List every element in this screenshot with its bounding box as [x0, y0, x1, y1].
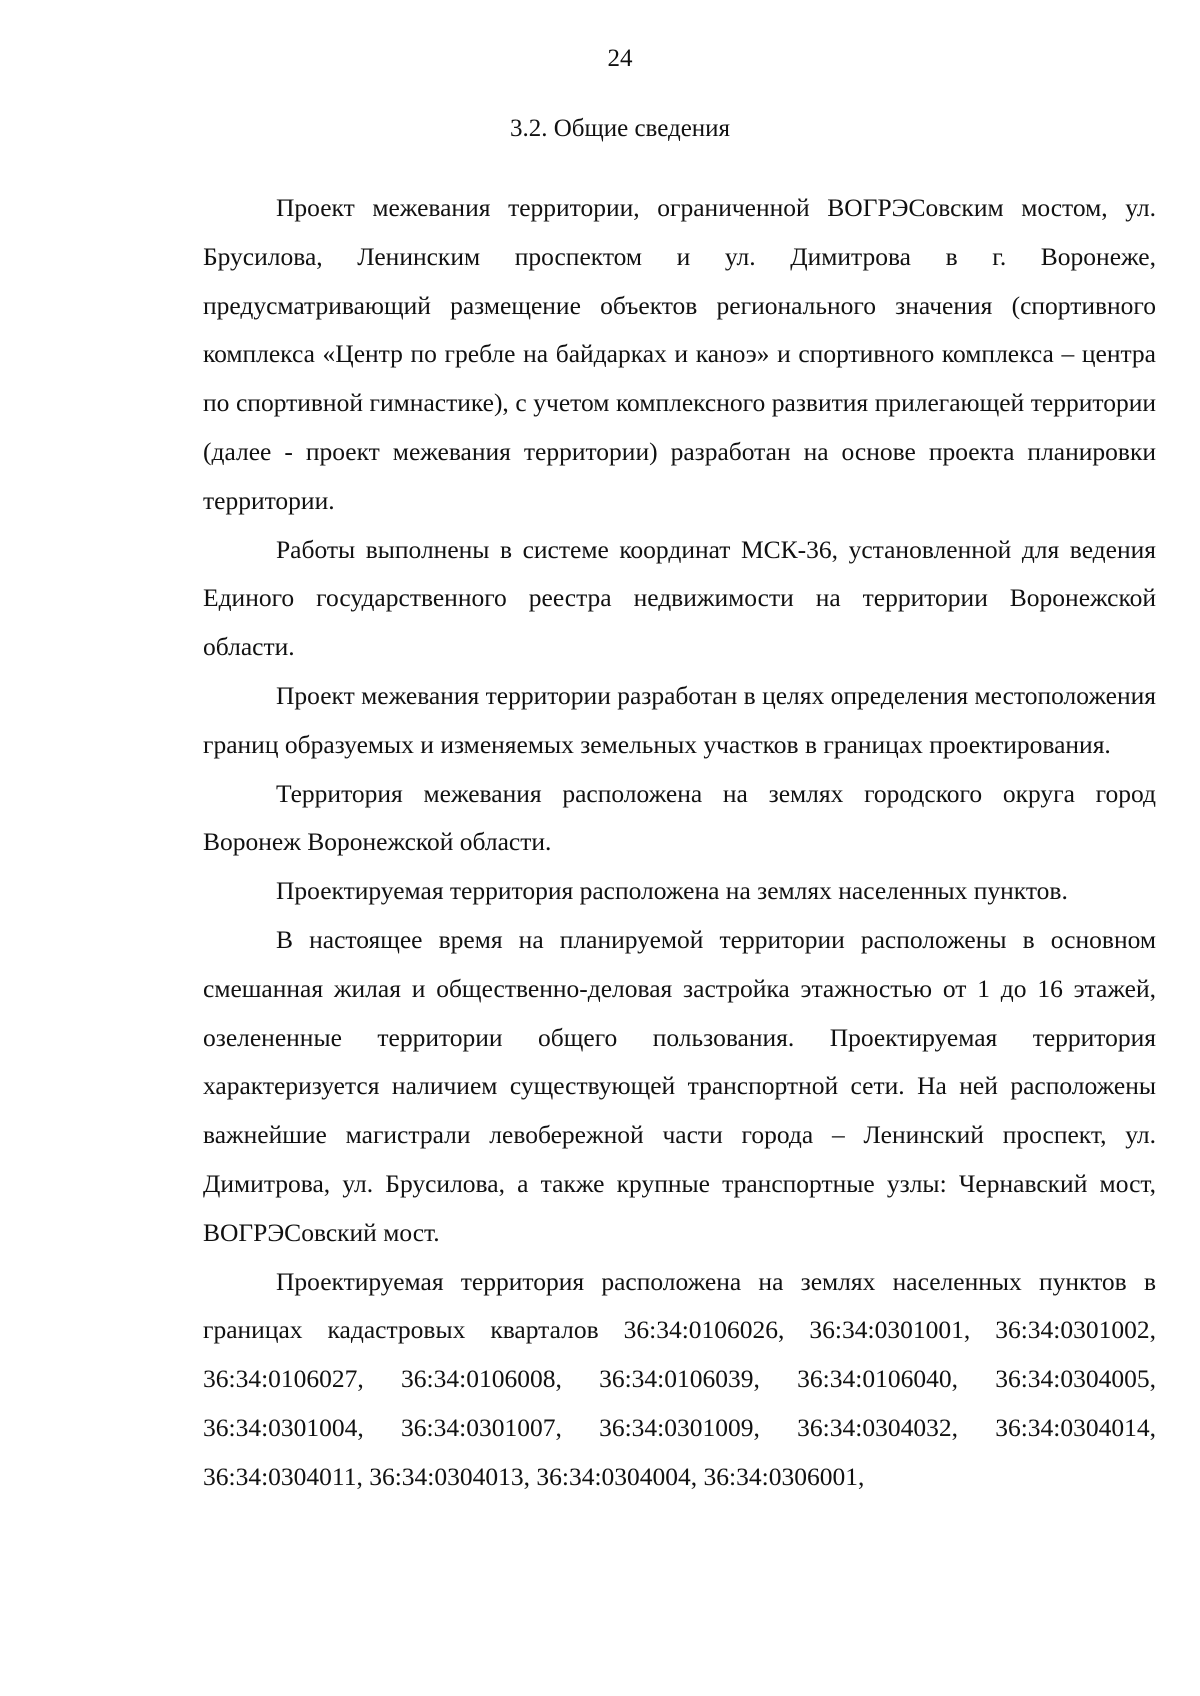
paragraph: Проект межевания территории, ограниченной ВОГРЭСовским мостом, ул. Брусилова, Ленинским проспектом и ул. Димитрова в г. Воронеже, предусматривающий размещение объектов регионального значения (спортивного комплекса «Центр по гребле на байдарках и каноэ» и спортивного комплекса – центра по спортивной гимнастике), с учетом комплексного развития прилегающей территории (далее - проект межевания территории) разработан на основе проекта планировки территории.: [203, 193, 1156, 515]
page-number: 24: [607, 45, 633, 72]
paragraph: Работы выполнены в системе координат МСК-36, установленной для ведения Единого государственного реестра недвижимости на территории Воронежской области.: [203, 534, 1156, 662]
paragraph: Проектируемая территория расположена на землях населенных пунктов.: [276, 876, 1068, 906]
paragraph: В настоящее время на планируемой территории расположены в основном смешанная жилая и общественно-деловая застройка этажностью от 1 до 16 этажей, озелененные территории общего пользования. Проектируемая территория характеризуется наличием существующей транспортной сети. На ней расположены важнейшие магистрали левобережной части города – Ленинский проспект, ул. Димитрова, ул. Брусилова, а также крупные транспортные узлы: Чернавский мост, ВОГРЭСовский мост.: [203, 924, 1156, 1247]
body-text: [203, 184, 1156, 1502]
paragraph: Проектируемая территория расположена на землях населенных пунктов в границах кадастровых кварталов 36:34:0106026, 36:34:0301001, 36:34:0301002, 36:34:0106027, 36:34:0106008, 36:34:0106039, 36:34:0106040, 36:34:0304005, 36:34:0301004, 36:34:0301007, 36:34:0301009, 36:34:0304032, 36:34:0304014, 36:34:0304011, 36:34:0304013, 36:34:0304004, 36:34:0306001,: [203, 1266, 1156, 1491]
paragraph: Территория межевания расположена на землях городского округа город Воронеж Воронежской области.: [203, 778, 1156, 857]
paragraph: Проект межевания территории разработан в целях определения местоположения границ образуемых и изменяемых земельных участков в границах проектирования.: [203, 680, 1156, 759]
section-heading: 3.2. Общие сведения: [509, 115, 731, 142]
